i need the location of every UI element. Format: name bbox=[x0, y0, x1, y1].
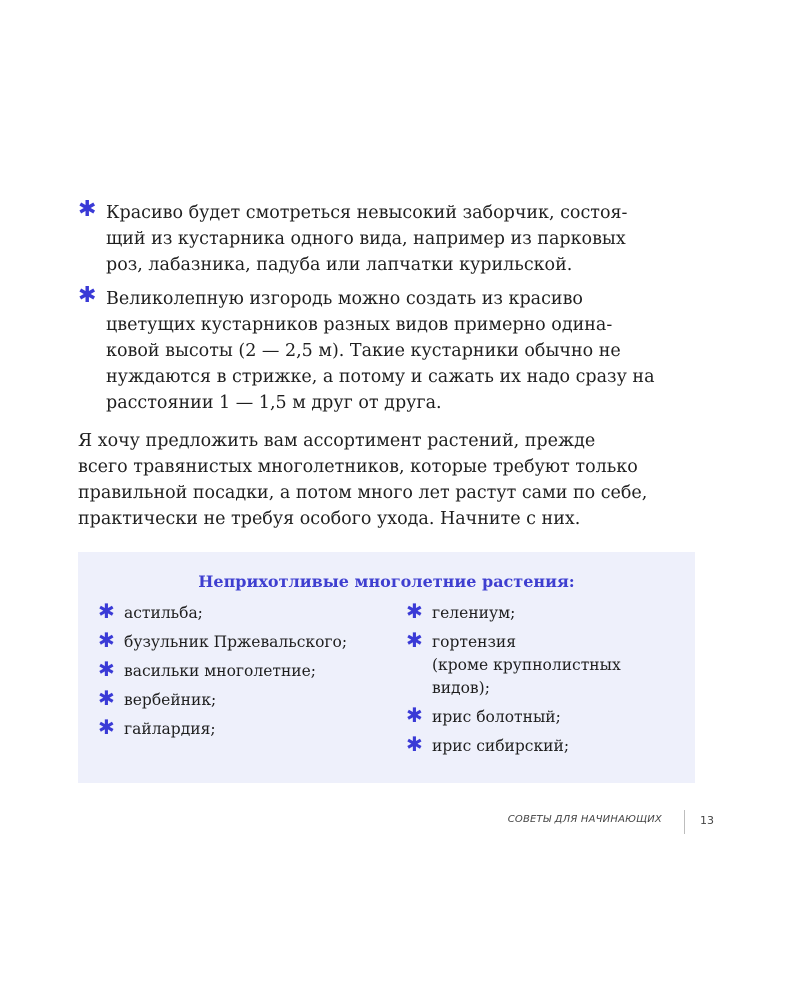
list-item-text: видов); bbox=[432, 679, 490, 697]
running-footer-section: СОВЕТЫ ДЛЯ НАЧИНАЮЩИХ bbox=[507, 814, 662, 825]
asterisk-bullet-icon: ✱ bbox=[98, 657, 115, 681]
bullet-item-fence bbox=[78, 197, 718, 278]
asterisk-bullet-icon: ✱ bbox=[406, 599, 423, 623]
asterisk-bullet-icon: ✱ bbox=[98, 628, 115, 652]
text-line: Великолепную изгородь можно создать из красиво bbox=[106, 289, 583, 309]
asterisk-bullet-icon: ✱ bbox=[406, 628, 423, 652]
plants-list-right bbox=[406, 599, 681, 764]
text-line: Красиво будет смотреться невысокий заборчик, состоя- bbox=[106, 203, 628, 223]
list-item bbox=[98, 657, 388, 683]
list-item bbox=[406, 599, 681, 625]
text-line: практически не требуя особого ухода. Начните с них. bbox=[78, 509, 581, 529]
asterisk-bullet-icon: ✱ bbox=[98, 599, 115, 623]
body-paragraph bbox=[78, 428, 718, 532]
list-item bbox=[406, 703, 681, 729]
plants-list-left bbox=[98, 599, 388, 747]
bullet-item-hedge bbox=[78, 283, 718, 416]
asterisk-bullet-icon: ✱ bbox=[78, 197, 97, 222]
asterisk-bullet-icon: ✱ bbox=[78, 283, 97, 308]
asterisk-bullet-icon: ✱ bbox=[406, 732, 423, 756]
list-item-text: бузульник Пржевальского; bbox=[124, 633, 348, 651]
box-title: Неприхотливые многолетние растения: bbox=[198, 572, 575, 591]
list-item-text: вербейник; bbox=[124, 691, 217, 709]
list-item-text: гайлардия; bbox=[124, 720, 216, 738]
asterisk-bullet-icon: ✱ bbox=[98, 686, 115, 710]
list-item-text: васильки многолетние; bbox=[124, 662, 317, 680]
asterisk-bullet-icon: ✱ bbox=[406, 703, 423, 727]
list-item-text: ирис болотный; bbox=[432, 708, 561, 726]
text-line: нуждаются в стрижке, а потому и сажать их надо сразу на bbox=[106, 367, 655, 387]
list-item bbox=[406, 628, 681, 700]
list-item bbox=[98, 686, 388, 712]
list-item bbox=[98, 715, 388, 741]
text-line: правильной посадки, а потом много лет растут сами по себе, bbox=[78, 483, 648, 503]
plants-sidebar-box bbox=[78, 552, 695, 783]
text-line: всего травянистых многолетников, которые требуют только bbox=[78, 457, 638, 477]
list-item-text: астильба; bbox=[124, 604, 203, 622]
footer-divider bbox=[684, 810, 685, 834]
asterisk-bullet-icon: ✱ bbox=[98, 715, 115, 739]
bullet-list bbox=[78, 197, 718, 424]
text-line: щий из кустарника одного вида, например из парковых bbox=[106, 229, 626, 249]
text-line: расстоянии 1 — 1,5 м друг от друга. bbox=[106, 393, 442, 413]
list-item-text: (кроме крупнолистных bbox=[432, 656, 621, 674]
list-item bbox=[98, 628, 388, 654]
text-line: Я хочу предложить вам ассортимент растений, прежде bbox=[78, 431, 596, 451]
list-item-text: гортензия bbox=[432, 633, 517, 651]
list-item bbox=[406, 732, 681, 758]
list-item-text: гелениум; bbox=[432, 604, 516, 622]
list-item bbox=[98, 599, 388, 625]
text-line: ковой высоты (2 — 2,5 м). Такие кустарники обычно не bbox=[106, 341, 621, 361]
text-line: роз, лабазника, падуба или лапчатки курильской. bbox=[106, 255, 573, 275]
page-number: 13 bbox=[700, 814, 714, 827]
text-line: цветущих кустарников разных видов примерно одина- bbox=[106, 315, 613, 335]
list-item-text: ирис сибирский; bbox=[432, 737, 570, 755]
